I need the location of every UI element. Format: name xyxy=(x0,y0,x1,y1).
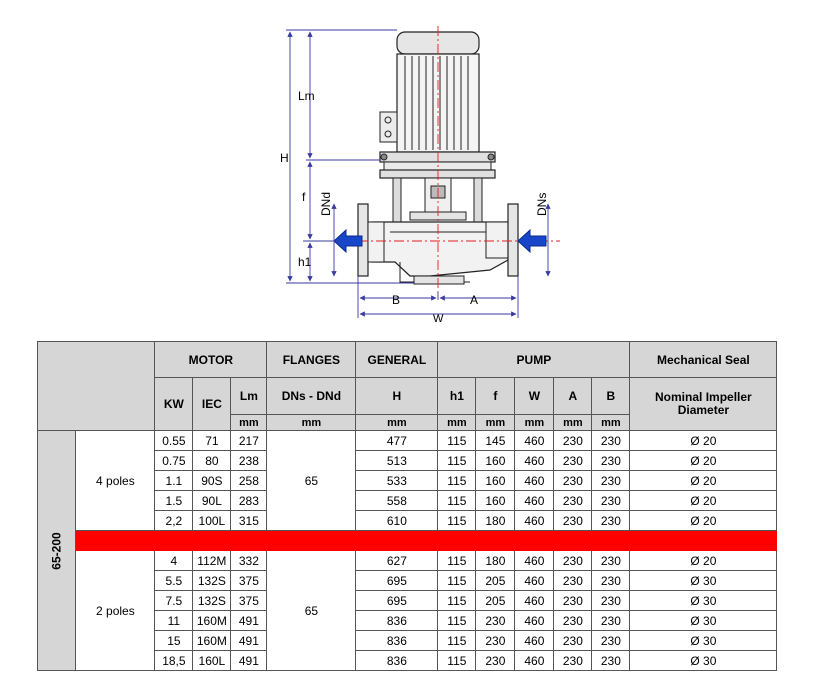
cell-kw: 15 xyxy=(155,631,193,651)
cell-w: 460 xyxy=(515,651,554,671)
cell-h1: 115 xyxy=(438,491,476,511)
model-label-text: 65-200 xyxy=(49,531,64,570)
cell-h: 513 xyxy=(356,451,438,471)
cell-w: 460 xyxy=(515,571,554,591)
cell-lm: 375 xyxy=(231,591,267,611)
cell-iec: 160L xyxy=(193,651,231,671)
cell-h1: 115 xyxy=(438,431,476,451)
cell-h: 836 xyxy=(356,651,438,671)
unit-lm: mm xyxy=(231,415,267,431)
cell-w: 460 xyxy=(515,471,554,491)
cell-lm: 332 xyxy=(231,551,267,571)
cell-h1: 115 xyxy=(438,651,476,671)
header-a: A xyxy=(554,378,592,415)
flange-size: 65 xyxy=(267,431,356,531)
cell-h1: 115 xyxy=(438,591,476,611)
cell-a: 230 xyxy=(554,551,592,571)
cell-lm: 491 xyxy=(231,631,267,651)
cell-seal: Ø 30 xyxy=(630,571,777,591)
cell-w: 460 xyxy=(515,451,554,471)
cell-f: 180 xyxy=(476,551,515,571)
header-impeller-diameter: Nominal Impeller Diameter xyxy=(630,378,777,431)
cell-h: 627 xyxy=(356,551,438,571)
cell-kw: 18,5 xyxy=(155,651,193,671)
cell-lm: 258 xyxy=(231,471,267,491)
cell-h: 695 xyxy=(356,591,438,611)
unit-f: mm xyxy=(476,415,515,431)
cell-f: 230 xyxy=(476,631,515,651)
cell-seal: Ø 20 xyxy=(630,471,777,491)
unit-dns-dnd: mm xyxy=(267,415,356,431)
cell-a: 230 xyxy=(554,491,592,511)
motor xyxy=(380,32,479,152)
cell-w: 460 xyxy=(515,591,554,611)
cell-h1: 115 xyxy=(438,571,476,591)
cell-h: 477 xyxy=(356,431,438,451)
cell-lm: 283 xyxy=(231,491,267,511)
cell-iec: 160M xyxy=(193,631,231,651)
cell-f: 205 xyxy=(476,591,515,611)
cell-kw: 2,2 xyxy=(155,511,193,531)
cell-w: 460 xyxy=(515,511,554,531)
cell-h1: 115 xyxy=(438,611,476,631)
unit-b: mm xyxy=(592,415,630,431)
header-mech-seal: Mechanical Seal xyxy=(630,342,777,378)
cell-f: 160 xyxy=(476,451,515,471)
cell-seal: Ø 30 xyxy=(630,651,777,671)
dim-label-a: A xyxy=(470,293,479,307)
cell-w: 460 xyxy=(515,631,554,651)
cell-b: 230 xyxy=(592,451,630,471)
cell-lm: 238 xyxy=(231,451,267,471)
cell-iec: 80 xyxy=(193,451,231,471)
cell-iec: 71 xyxy=(193,431,231,451)
cell-b: 230 xyxy=(592,511,630,531)
cell-seal: Ø 20 xyxy=(630,431,777,451)
cell-h1: 115 xyxy=(438,451,476,471)
cell-h1: 115 xyxy=(438,631,476,651)
separator-row xyxy=(38,531,777,551)
cell-a: 230 xyxy=(554,471,592,491)
cell-seal: Ø 30 xyxy=(630,611,777,631)
cell-b: 230 xyxy=(592,431,630,451)
cell-kw: 5.5 xyxy=(155,571,193,591)
cell-w: 460 xyxy=(515,611,554,631)
cell-b: 230 xyxy=(592,651,630,671)
cell-a: 230 xyxy=(554,571,592,591)
cell-a: 230 xyxy=(554,431,592,451)
cell-iec: 160M xyxy=(193,611,231,631)
cell-h: 836 xyxy=(356,611,438,631)
dim-label-h: H xyxy=(280,151,289,165)
dim-label-f: f xyxy=(302,190,306,204)
cell-seal: Ø 20 xyxy=(630,511,777,531)
cell-a: 230 xyxy=(554,591,592,611)
cell-iec: 100L xyxy=(193,511,231,531)
header-flanges: FLANGES xyxy=(267,342,356,378)
header-f: f xyxy=(476,378,515,415)
flow-arrow-inlet-icon xyxy=(518,230,546,252)
header-h: H xyxy=(356,378,438,415)
cell-seal: Ø 20 xyxy=(630,451,777,471)
cell-a: 230 xyxy=(554,451,592,471)
header-lm: Lm xyxy=(231,378,267,415)
pump-drawing xyxy=(0,0,827,330)
cell-h: 610 xyxy=(356,511,438,531)
cell-kw: 11 xyxy=(155,611,193,631)
header-w: W xyxy=(515,378,554,415)
cell-lm: 491 xyxy=(231,611,267,631)
table-row xyxy=(38,431,777,451)
cell-b: 230 xyxy=(592,611,630,631)
cell-lm: 315 xyxy=(231,511,267,531)
dim-label-w: W xyxy=(433,313,444,325)
cell-iec: 132S xyxy=(193,591,231,611)
dim-label-dns: DNs xyxy=(535,192,549,216)
cell-kw: 0.55 xyxy=(155,431,193,451)
cell-h1: 115 xyxy=(438,511,476,531)
cell-lm: 375 xyxy=(231,571,267,591)
cell-iec: 90L xyxy=(193,491,231,511)
header-h1: h1 xyxy=(438,378,476,415)
cell-b: 230 xyxy=(592,631,630,651)
header-iec: IEC xyxy=(193,378,231,431)
unit-a: mm xyxy=(554,415,592,431)
cell-h: 836 xyxy=(356,631,438,651)
cell-f: 160 xyxy=(476,491,515,511)
cell-h1: 115 xyxy=(438,471,476,491)
cell-f: 230 xyxy=(476,611,515,631)
cell-iec: 112M xyxy=(193,551,231,571)
cell-kw: 0.75 xyxy=(155,451,193,471)
cell-w: 460 xyxy=(515,431,554,451)
cell-b: 230 xyxy=(592,471,630,491)
dim-label-h1: h1 xyxy=(298,255,312,269)
cell-h1: 115 xyxy=(438,551,476,571)
cell-h: 558 xyxy=(356,491,438,511)
header-dns-dnd: DNs - DNd xyxy=(267,378,356,415)
cell-iec: 90S xyxy=(193,471,231,491)
cell-iec: 132S xyxy=(193,571,231,591)
cell-w: 460 xyxy=(515,551,554,571)
motor-flange xyxy=(380,152,495,178)
cell-f: 230 xyxy=(476,651,515,671)
header-general: GENERAL xyxy=(356,342,438,378)
cell-b: 230 xyxy=(592,571,630,591)
cell-b: 230 xyxy=(592,491,630,511)
cell-seal: Ø 30 xyxy=(630,591,777,611)
poles-label: 4 poles xyxy=(76,431,155,531)
spec-table xyxy=(37,341,777,671)
cell-lm: 217 xyxy=(231,431,267,451)
cell-a: 230 xyxy=(554,631,592,651)
cell-b: 230 xyxy=(592,591,630,611)
dim-label-lm: Lm xyxy=(298,89,315,103)
header-motor: MOTOR xyxy=(155,342,267,378)
cell-kw: 1.5 xyxy=(155,491,193,511)
cell-kw: 4 xyxy=(155,551,193,571)
unit-h: mm xyxy=(356,415,438,431)
lantern xyxy=(393,178,482,226)
table-row xyxy=(38,551,777,571)
cell-a: 230 xyxy=(554,611,592,631)
poles-label: 2 poles xyxy=(76,551,155,671)
cell-f: 160 xyxy=(476,471,515,491)
cell-w: 460 xyxy=(515,491,554,511)
dim-label-b: B xyxy=(392,293,401,307)
cell-h: 695 xyxy=(356,571,438,591)
cell-h: 533 xyxy=(356,471,438,491)
separator-bar xyxy=(76,531,777,551)
header-kw: KW xyxy=(155,378,193,431)
cell-seal: Ø 30 xyxy=(630,631,777,651)
unit-w: mm xyxy=(515,415,554,431)
cell-f: 145 xyxy=(476,431,515,451)
header-pump: PUMP xyxy=(438,342,630,378)
cell-kw: 7.5 xyxy=(155,591,193,611)
cell-f: 180 xyxy=(476,511,515,531)
cell-a: 230 xyxy=(554,511,592,531)
flange-size: 65 xyxy=(267,551,356,671)
cell-kw: 1.1 xyxy=(155,471,193,491)
unit-h1: mm xyxy=(438,415,476,431)
cell-lm: 491 xyxy=(231,651,267,671)
cell-f: 205 xyxy=(476,571,515,591)
cell-seal: Ø 20 xyxy=(630,491,777,511)
cell-seal: Ø 20 xyxy=(630,551,777,571)
header-blank xyxy=(38,342,155,431)
cell-a: 230 xyxy=(554,651,592,671)
model-label xyxy=(38,431,76,671)
dim-label-dnd: DNd xyxy=(319,191,333,216)
header-b: B xyxy=(592,378,630,415)
cell-b: 230 xyxy=(592,551,630,571)
